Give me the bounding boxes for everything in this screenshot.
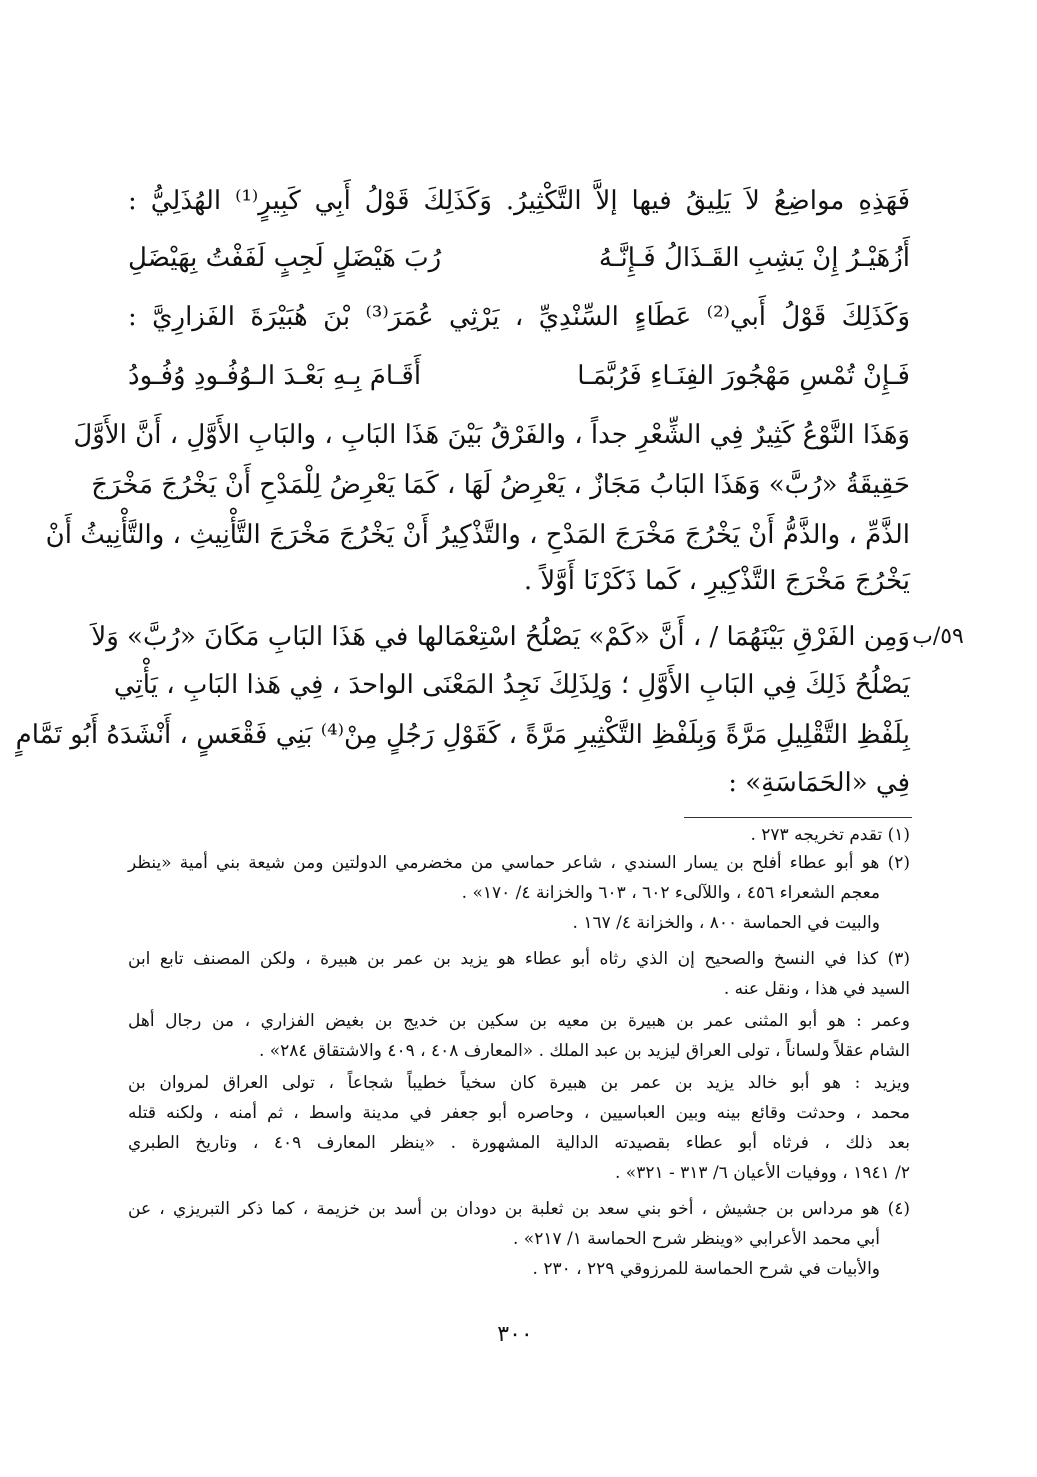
- paragraph-line: حَقِيقَةُ «رُبَّ» وَهَذَا البَابُ مَجَازٌ ، يَعْرِضُ لَهَا ، كَمَا يَعْرِضُ لِلْمَدْحِ أَنْ يَخْرُجَ مَخْرَجَ: [91, 470, 910, 500]
- footnote-4-line: والأبيات في شرح الحماسة للمرزوقي ٢٢٩ ، ٢٣٠ .: [532, 1259, 880, 1279]
- footnote-3-line: محمد ، وحدثت وقائع بينه وبين العباسيين ، وحاصره أبو جعفر في مدينة واسط ، ثم أمنه ، ولكنه قتله: [128, 1103, 910, 1123]
- footnote-2-line: (٢) هو أبو عطاء أفلح بن يسار السندي ، شاعر حماسي من مخضرمي الدولتين ومن شيعة بني أمية «ينظر: [128, 853, 910, 873]
- verse-1-first-hemistich: أَزُهَيْـرُ إِنْ يَشِبِ القَـذَالُ فَـإِنَّـهُ: [598, 243, 910, 273]
- footnote-3-line: الشام عقلاً ولساناً ، تولى العراق ليزيد بن عبد الملك . «المعارف ٤٠٨ ، ٤٠٩ والاشتقاق ٢٨٤» .: [258, 1041, 910, 1061]
- verse-1-second-hemistich: رُبَ هَيْضَلٍ لَجِبٍ لَفَفْتُ بِهَيْضَلِ: [128, 243, 442, 273]
- paragraph-line: فِي «الحَمَاسَةِ» :: [728, 768, 910, 798]
- footnote-3-line: ويزيد : هو أبو خالد يزيد بن عمر بن هبيرة كان سخياً خطيباً شجاعاً ، تولى العراق لمروان بن: [128, 1073, 910, 1093]
- footnote-4-line: (٤) هو مرداس بن جشيش ، أخو بني سعد بن ثعلبة بن دودان بن أسد بن خزيمة ، كما ذكر التبريزي ، عن: [128, 1199, 910, 1219]
- footnote-2-line: معجم الشعراء ٤٥٦ ، واللآلىء ٦٠٢ ، ٦٠٣ والخزانة ٤/ ١٧٠» .: [461, 883, 880, 903]
- footnote-3-line: ٢/ ١٩٤١ ، ووفيات الأعيان ٦/ ٣١٣ - ٣٢١» .: [614, 1163, 910, 1183]
- verse-2-first-hemistich: فَـإِنْ تُمْسِ مَهْجُورَ الفِنَـاءِ فَرُبَّمَـا: [577, 361, 910, 391]
- footnote-1: (١) تقدم تخريجه ٢٧٣ .: [750, 825, 910, 845]
- main-text-line: فَهَذِهِ مواضِعُ لاَ يَلِيقُ فيها إلاَّ التَّكْثِيرُ. وَكَذَلِكَ قَوْلُ أَبِي كَبِيرٍ⁽¹⁾ الهُذَلِيُّ :: [128, 186, 910, 216]
- page-number: ٣٠٠: [497, 1322, 533, 1347]
- verse-2-second-hemistich: أَقَـامَ بِـهِ بَعْـدَ الـوُفُـودِ وُفُـودُ: [128, 361, 422, 391]
- footnote-3-line: وعمر : هو أبو المثنى عمر بن هبيرة بن معيه بن سكين بن خديج بن بغيض الفزاري ، من رجال أهل: [128, 1011, 910, 1031]
- margin-folio-note: ٥٩/ب: [912, 624, 964, 649]
- footnote-3-line: (٣) كذا في النسخ والصحيح إن الذي رثاه أبو عطاء هو يزيد بن عمر بن هبيرة ، ولكن المصنف تابع ابن: [128, 949, 910, 969]
- paragraph-line: وَمِن الفَرْقِ بَيْنَهُمَا / ، أَنَّ «كَمْ» يَصْلُحُ اسْتِعْمَالها في هَذَا البَابِ مَكَانَ «رُبَّ» وَلاَ: [91, 622, 910, 652]
- footnote-2-line: والبيت في الحماسة ٨٠٠ ، والخزانة ٤/ ١٦٧ .: [572, 913, 880, 933]
- paragraph-line: يَصْلُحُ ذَلِكَ فِي البَابِ الأَوَّلِ ؛ وَلِذَلِكَ نَجِدُ المَعْنَى الواحدَ ، فِي هَذا البَابِ ، يَأْتِي: [113, 670, 910, 700]
- footnote-3-line: بعد ذلك ، فرثاه أبو عطاء بقصيدته الدالية المشهورة . «ينظر المعارف ٤٠٩ ، وتاريخ الطبري: [128, 1133, 910, 1153]
- footnote-3-line: السيد في هذا ، ونقل عنه .: [723, 979, 910, 999]
- footnote-separator: [684, 817, 912, 818]
- main-text-line: وَكَذَلِكَ قَوْلُ أَبي⁽²⁾ عَطَاءٍ السِّنْدِيِّ ، يَرْثِي عُمَرَ⁽³⁾ بْنَ هُبَيْرَةَ الفَزارِيَّ :: [128, 302, 910, 332]
- footnote-4-line: أبي محمد الأعرابي «وينظر شرح الحماسة ١/ ٢١٧» .: [513, 1229, 880, 1249]
- paragraph-line: بِلَفْظِ التَّقْلِيلِ مَرَّةً وَبِلَفْظِ التَّكْثِيرِ مَرَّةً ، كَقَوْلِ رَجُلٍ مِنْ⁽⁴⁾ بَنِي فَقْعَسٍ ، أَنْشَدَهُ أَبُو تَمَّامٍ: [15, 720, 910, 750]
- paragraph-line: الذَّمِّ ، والذَّمُّ أَنْ يَخْرُجَ مَخْرَجَ المَدْحِ ، والتَّذْكِيرُ أَنْ يَخْرُجَ مَخْرَجَ التَّأْنِيثِ ، والتَّأْنِيثُ أَنْ: [45, 520, 910, 550]
- paragraph-line: يَخْرُجَ مَخْرَجَ التَّذْكِيرِ ، كَما ذَكَرْنَا أَوَّلاً .: [523, 566, 910, 596]
- paragraph-line: وَهَذَا النَّوْعُ كَثِيرٌ فِي الشِّعْرِ جداً ، والفَرْقُ بَيْنَ هَذَا البَابِ ، والبَابِ الأَوَّلِ ، أَنَّ الأَوَّلَ: [73, 420, 910, 450]
